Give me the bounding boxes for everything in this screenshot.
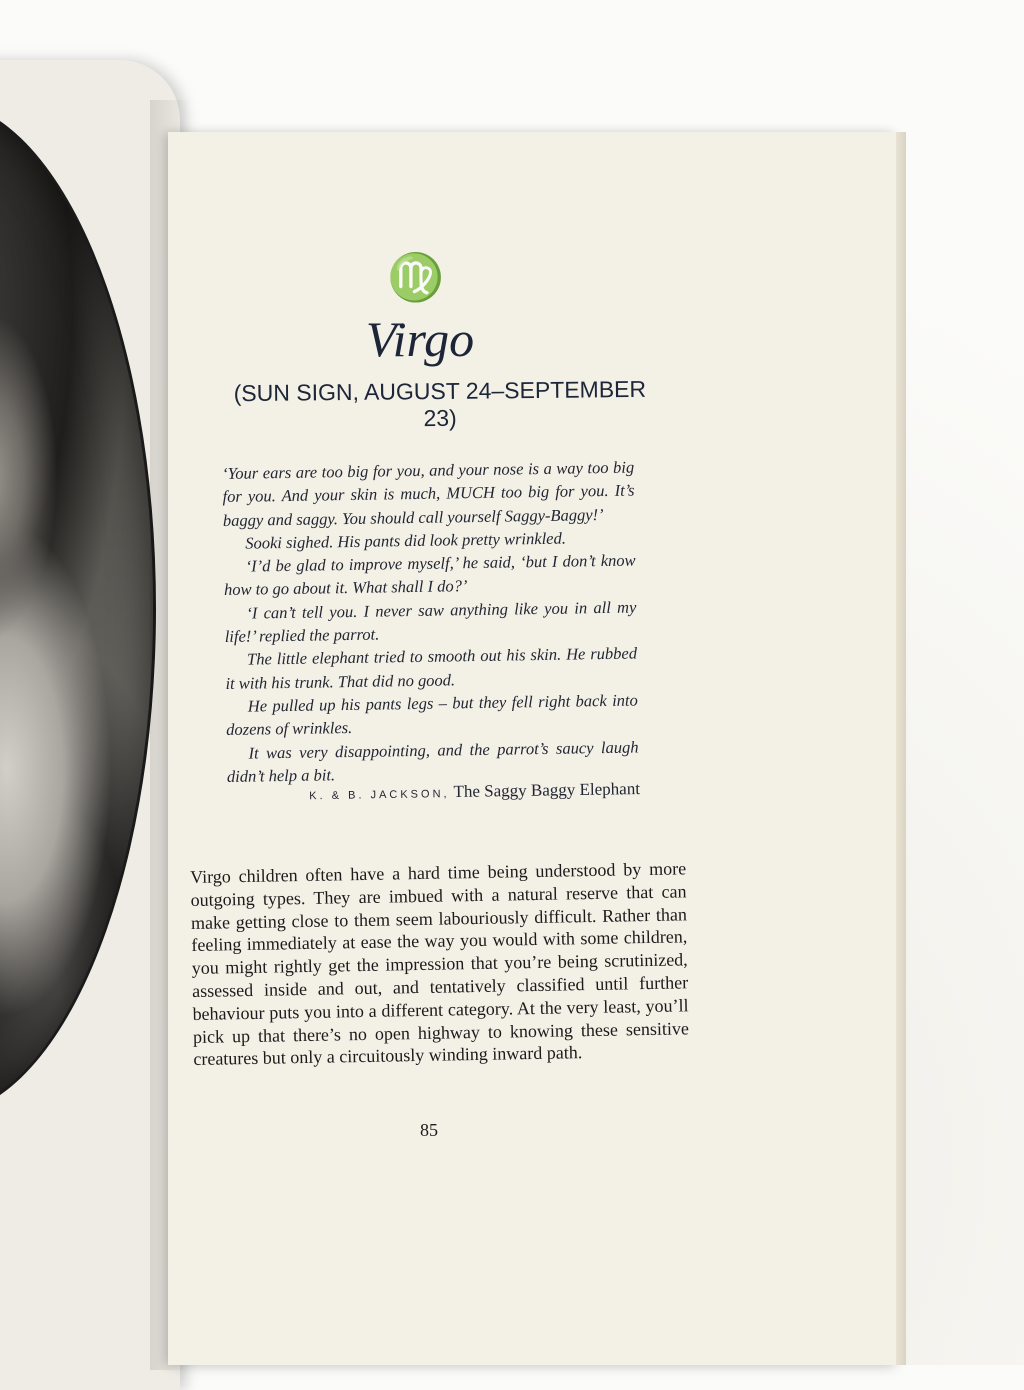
epigraph-excerpt xyxy=(222,456,639,789)
excerpt-paragraph: ‘I’d be glad to improve myself,’ he said, ‘but I don’t know how to go about it. What shall I do?’ xyxy=(223,550,636,600)
attribution-book-title: The Saggy Baggy Elephant xyxy=(453,779,641,802)
attribution-author: K. & B. JACKSON, xyxy=(309,788,450,803)
child-photograph xyxy=(0,100,156,1116)
excerpt-paragraph: He pulled up his pants legs – but they fell right back into dozens of wrinkles. xyxy=(226,690,638,740)
excerpt-paragraph: The little elephant tried to smooth out his skin. He rubbed it with his trunk. That did no good. xyxy=(225,643,638,693)
virgo-symbol-icon: ♍ xyxy=(387,250,445,304)
page-edges xyxy=(896,132,906,1365)
page-number: 85 xyxy=(420,1120,438,1140)
body-paragraph: Virgo children often have a hard time being understood by more outgoing types. They are imbued with a natural reserve that can make getting close to them seem labouriously difficult. Rather than feeling immediately at ease the way you would with some children, you might rightly get the impression that you’re being scrutinized, assessed inside and out, and tentatively classified until further behaviour puts you into a different category. At the very least, you’ll pick up that there’s no open highway to knowing these sensitive creatures but only a circuitously winding inward path. xyxy=(190,858,690,1070)
excerpt-paragraph: It was very disappointing, and the parrot’s saucy laugh didn’t help a bit. xyxy=(226,737,639,786)
chapter-subtitle: (SUN SIGN, AUGUST 24–SEPTEMBER 23) xyxy=(233,375,647,432)
excerpt-paragraph: ‘Your ears are too big for you, and your nose is a way too big for you. And your skin is much, MUCH too big for you. It’s baggy and saggy. You should call yourself Saggy-Baggy!’ xyxy=(222,457,635,530)
chapter-title: Virgo xyxy=(365,311,475,367)
excerpt-paragraph: ‘I can’t tell you. I never saw anything like you in all my life!’ replied the parrot. xyxy=(224,597,637,647)
excerpt-paragraph: Sooki sighed. His pants did look pretty wrinkled. xyxy=(245,528,567,553)
